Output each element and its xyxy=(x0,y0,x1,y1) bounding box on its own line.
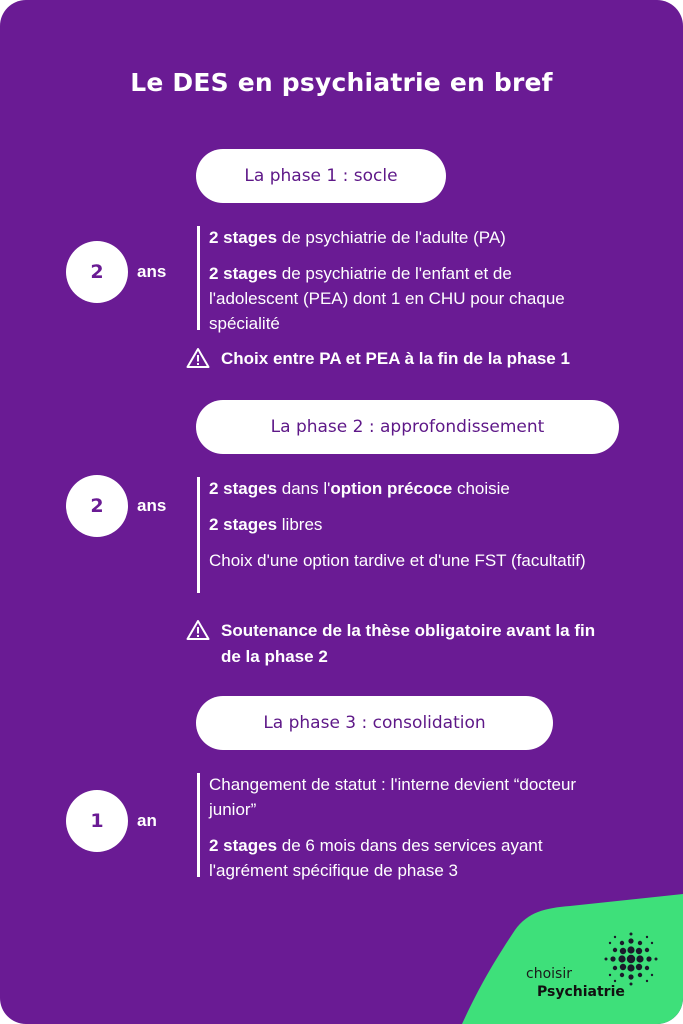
phase-3-label: La phase 3 : consolidation xyxy=(263,713,486,733)
phase-1-item-1-text: de psychiatrie de l'adulte (PA) xyxy=(277,228,506,247)
phase-1-item-2-bold: 2 stages xyxy=(209,264,278,283)
phase-2-warning-text: Soutenance de la thèse obligatoire avant la fin de la phase 2 xyxy=(221,621,596,666)
phase-1-item-2-text: de psychiatrie de l'enfant et de l'adolescent (PEA) dont 1 en CHU pour chaque spécialité xyxy=(209,264,565,333)
phase-1-item-1-bold: 2 stages xyxy=(209,228,278,247)
phase-2-item-1-text-a: dans l' xyxy=(277,479,331,498)
phase-3-item-2-bold: 2 stages xyxy=(209,836,278,855)
page-title: Le DES en psychiatrie en bref xyxy=(130,68,553,97)
phase-3-duration-unit: an xyxy=(137,811,157,830)
logo-text-psychiatrie: Psychiatrie xyxy=(537,984,625,1000)
phase-1-duration-number: 2 xyxy=(90,261,104,283)
phase-2-duration-unit: ans xyxy=(137,496,167,515)
dot-cluster-logo-icon xyxy=(601,929,661,989)
phase-2-item-3-text: Choix d'une option tardive et d'une FST (facultatif) xyxy=(209,551,586,570)
phase-2-item-1-bold-b: option précoce xyxy=(330,479,453,498)
phase-2-duration-number: 2 xyxy=(90,495,104,517)
phase-3-item-2-text: de 6 mois dans des services ayant l'agrément spécifique de phase 3 xyxy=(209,836,543,880)
phase-2-item-1-bold: 2 stages xyxy=(209,479,278,498)
phase-3-item-1-text: Changement de statut : l'interne devient “docteur junior” xyxy=(209,775,577,819)
phase-2-label: La phase 2 : approfondissement xyxy=(270,417,545,437)
phase-1-duration-unit: ans xyxy=(137,262,167,281)
phase-1-warning-text: Choix entre PA et PEA à la fin de la phase 1 xyxy=(221,349,570,368)
phase-2-item-1-text-b: choisie xyxy=(452,479,510,498)
phase-3-duration-number: 1 xyxy=(90,810,104,832)
phase-2-item-2-text: libres xyxy=(277,515,323,534)
logo-text-choisir: choisir xyxy=(526,966,572,982)
phase-1-label: La phase 1 : socle xyxy=(244,166,398,186)
phase-2-item-2-bold: 2 stages xyxy=(209,515,278,534)
